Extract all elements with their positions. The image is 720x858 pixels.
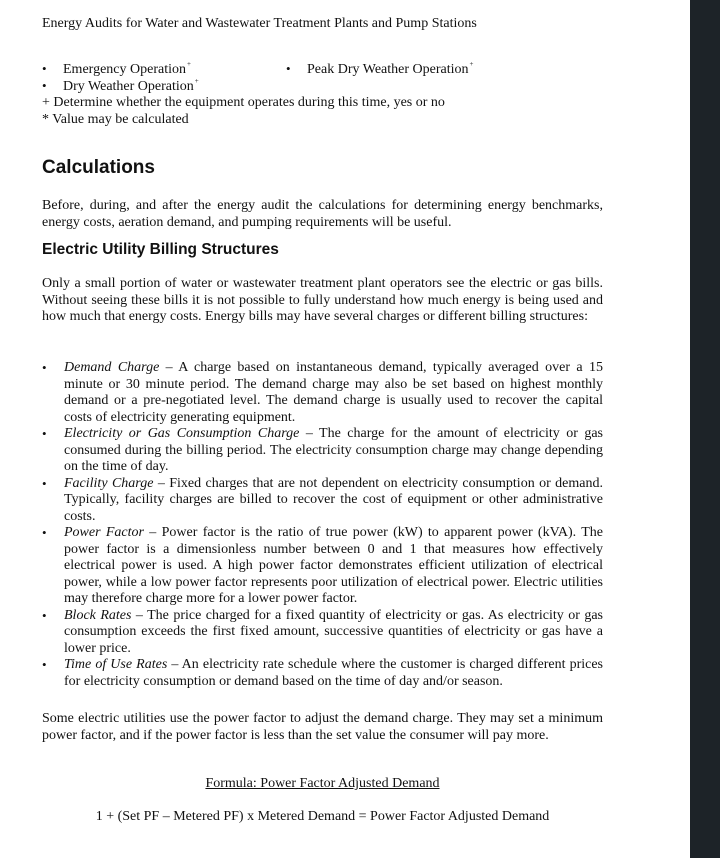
bullet-icon: • xyxy=(42,360,47,375)
list-item-time-of-use-rates: • Time of Use Rates – An electricity rate schedule where the customer is charged different prices for electricity consumption or demand based on the time of day and/or season. xyxy=(42,657,603,689)
bullet-icon: • xyxy=(286,61,291,76)
note-determine: + Determine whether the equipment operates during this time, yes or no xyxy=(42,95,445,110)
note-calculated: * Value may be calculated xyxy=(42,112,189,127)
list-item-block-rates: • Block Rates – The price charged for a fixed quantity of electricity or gas. As electricity or gas consumption exceeds the first fixed amount, successive quantities of electricity or gas have a lower price. xyxy=(42,607,603,656)
viewer-side-panel xyxy=(690,0,720,858)
list-item-consumption-charge: • Electricity or Gas Consumption Charge – The charge for the amount of electricity or gas consumed during the billing period. The electricity consumption charge may change depending on the time of day. xyxy=(42,426,604,474)
bullet-icon: • xyxy=(42,475,47,491)
calculations-intro: Before, during, and after the energy audit the calculations for determining energy benchmarks, energy costs, aeration demand, and pumping requirements will be useful. xyxy=(42,198,603,230)
bullet-icon: • xyxy=(42,78,47,93)
section-heading-calculations: Calculations xyxy=(42,157,155,178)
running-header: Energy Audits for Water and Wastewater Treatment Plants and Pump Stations xyxy=(42,16,477,31)
list-item-demand-charge: • Demand Charge – A charge based on instantaneous demand, typically averaged over a 15 minute or 30 minute period. The demand charge may also be set based on highest monthly demand or a pre-negotiated level. The demand charge is usually used to recover the capital costs of electricity generating equipment. xyxy=(42,360,603,425)
billing-closing-paragraph: Some electric utilities use the power factor to adjust the demand charge. They may set a minimum power factor, and if the power factor is less than the set value the consumer will pay more. xyxy=(42,711,603,743)
bullet-icon: • xyxy=(42,61,47,76)
formula-expression: 1 + (Set PF – Metered PF) x Metered Demand = Power Factor Adjusted Demand xyxy=(95,809,550,824)
subsection-heading-billing: Electric Utility Billing Structures xyxy=(42,241,279,258)
bullet-icon: • xyxy=(42,657,47,672)
operation-list xyxy=(42,61,642,129)
list-item-dry-weather-operation: • Dry Weather Operation+ xyxy=(42,77,199,94)
list-item-facility-charge: • Facility Charge – Fixed charges that are not dependent on electricity consumption or demand. Typically, facility charges are billed to recover the cost of equipment or other administrative costs. xyxy=(42,475,603,524)
bullet-icon: • xyxy=(42,525,47,540)
formula-title: Formula: Power Factor Adjusted Demand xyxy=(205,776,440,791)
bullet-icon: • xyxy=(42,426,47,441)
list-item-power-factor: • Power Factor – Power factor is the ratio of true power (kW) to apparent power (kVA). The power factor is a dimensionless number between 0 and 1 that measures how effectively electrical power is used. A high power factor demonstrates efficient utilization of electrical power, while a low power factor represents poor utilization of electrical power. Electric utilities may therefore charge more for a lower power factor. xyxy=(42,525,604,606)
billing-charges-list xyxy=(42,360,603,690)
list-item-emergency-operation: • Emergency Operation+ xyxy=(42,60,191,77)
billing-intro: Only a small portion of water or wastewater treatment plant operators see the electric or gas bills. Without seeing these bills it is not possible to fully understand how much energy is being used and how much that energy costs. Energy bills may have several charges or different billing structures: xyxy=(42,276,603,324)
bullet-icon: • xyxy=(42,607,47,623)
list-item-peak-dry-weather-operation: • Peak Dry Weather Operation+ xyxy=(286,60,474,77)
